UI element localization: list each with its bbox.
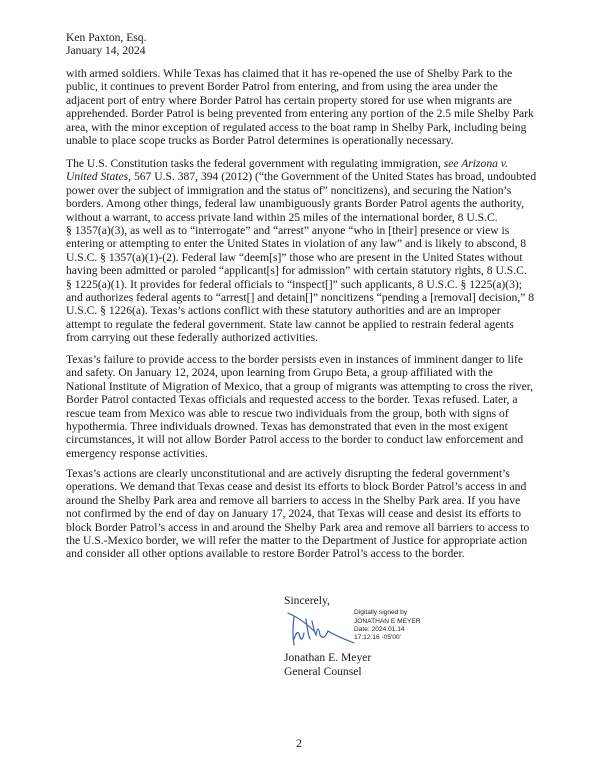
text-line: borders. Among other things, federal law unambiguously grants Border Patrol agents the authority, bbox=[66, 197, 525, 211]
text-line: not confirmed by the end of day on January 17, 2024, that Texas will cease and desist its efforts to bbox=[66, 507, 521, 521]
text-line: the U.S.-Mexico border, we will refer the matter to the Department of Justice for appropriate action bbox=[66, 534, 528, 548]
text-line: adjacent port of entry where Border Patrol has certain property stored for use when migrants are bbox=[66, 93, 512, 107]
handwritten-signature-icon bbox=[284, 609, 356, 649]
signer-name: Jonathan E. Meyer bbox=[284, 651, 372, 665]
text-line: U.S.C. § 1357(a)(1)-(2). Federal law “deem[s]” those who are present in the United States without bbox=[66, 250, 523, 264]
text-run: The U.S. Constitution tasks the federal government with regulating immigration, bbox=[66, 157, 444, 170]
letter-header bbox=[66, 31, 546, 58]
text-line: power over the subject of immigration and the status of” noncitizens), and securing the Nation’s bbox=[66, 183, 512, 197]
text-line: attempt to regulate the federal government. State law cannot be applied to restrain federal agents bbox=[66, 317, 514, 331]
text-line: and safety. On January 12, 2024, upon learning from Grupo Beta, a group affiliated with the bbox=[66, 366, 493, 380]
text-line: Border Patrol contacted Texas officials and requested access to the border. Texas refused. Later, a bbox=[66, 393, 518, 407]
recipient-name: Ken Paxton, Esq. bbox=[66, 31, 147, 44]
text-line: having been admitted or paroled “applicant[s] for admission” with certain statutory rights, 8 U.S.C. bbox=[66, 264, 527, 278]
closing: Sincerely, bbox=[284, 594, 330, 607]
text-line: § 1357(a)(3), as well as to “interrogate” and “arrest” anyone “who in [their] presence or view is bbox=[66, 224, 510, 238]
text-line: circumstances, it will not allow Border Patrol access to the border to conduct law enforcement and bbox=[66, 433, 524, 447]
text-line: block Border Patrol’s access in and around the Shelby Park area and remove all barriers to access to bbox=[66, 520, 530, 534]
stamp-line: Digitally signed by bbox=[354, 609, 408, 617]
text-line: from carrying out these federally authorized activities. bbox=[66, 331, 319, 345]
paragraph-constitution bbox=[66, 157, 546, 345]
digital-signature-stamp bbox=[354, 609, 421, 642]
text-line: operations. We demand that Texas cease and desist its efforts to block Border Patrol’s access in and bbox=[66, 480, 527, 494]
signer-title: General Counsel bbox=[284, 664, 362, 678]
stamp-line: 17:12:16 -05'00' bbox=[354, 634, 401, 642]
letter-date: January 14, 2024 bbox=[66, 44, 146, 58]
text-line: § 1225(a)(1). It provides for federal officials to “inspect[]” such applicants, 8 U.S.C. § 1225(a)(3); bbox=[66, 277, 522, 291]
digital-signature bbox=[284, 607, 484, 651]
paragraph-shelby-park bbox=[66, 67, 546, 147]
text-line: apprehended. Border Patrol is being prevented from entering any portion of the 2.5 mile Shelby Park bbox=[66, 107, 534, 121]
case-citation: United States bbox=[66, 170, 129, 184]
text-line: without a warrant, to access private land within 25 miles of the international border, 8 U.S.C. bbox=[66, 210, 498, 224]
case-citation: see Arizona v. bbox=[443, 157, 508, 170]
text-line: Texas’s actions are clearly unconstitutional and are actively disrupting the federal government’s bbox=[66, 467, 510, 480]
text-line: National Institute of Migration of Mexico, that a group of migrants was attempting to cross the river, bbox=[66, 379, 534, 393]
text-line: hypothermia. Three individuals drowned. Texas has demonstrated that even in the most exigent bbox=[66, 420, 508, 434]
text-line: entering or attempting to enter the United States in violation of any law” and is likely to abscond, 8 bbox=[66, 237, 527, 251]
paragraph-demand bbox=[66, 467, 546, 561]
stamp-line: Date: 2024.01.14 bbox=[354, 625, 405, 633]
page-number: 2 bbox=[296, 736, 302, 750]
text-line: around the Shelby Park area and remove all barriers to access in the Shelby Park area. If you have bbox=[66, 493, 521, 507]
text-line: area, with the minor exception of regulated access to the boat ramp in Shelby Park, including being bbox=[66, 120, 527, 134]
signature-block bbox=[284, 594, 484, 678]
text-line bbox=[66, 157, 546, 170]
paragraph-imminent-danger bbox=[66, 353, 546, 460]
text-run: , 567 U.S. 387, 394 (2012) (“the Government of the United States has broad, undoubted bbox=[128, 170, 537, 184]
stamp-line: JONATHAN E MEYER bbox=[354, 617, 421, 625]
text-line: unable to place scope trucks as Border Patrol determines is operationally necessary. bbox=[66, 134, 454, 148]
text-line: emergency response activities. bbox=[66, 446, 208, 460]
text-line: and consider all other options available to restore Border Patrol’s access to the border. bbox=[66, 547, 465, 561]
text-line: Texas’s failure to provide access to the border persists even in instances of imminent danger to life bbox=[66, 353, 524, 366]
text-line: rescue team from Mexico was able to rescue two individuals from the group, both with signs of bbox=[66, 406, 509, 420]
text-line: and authorizes federal agents to “arrest[] and detain[]” noncitizens “pending a [removal] decision,” 8 bbox=[66, 291, 535, 305]
text-line bbox=[66, 170, 546, 183]
text-line: U.S.C. § 1226(a). Texas’s actions conflict with these statutory authorities and are an improper bbox=[66, 304, 501, 318]
text-line: with armed soldiers. While Texas has claimed that it has re-opened the use of Shelby Park to the bbox=[66, 67, 513, 80]
text-line: public, it continues to prevent Border Patrol from entering, and from using the area under the bbox=[66, 80, 498, 94]
